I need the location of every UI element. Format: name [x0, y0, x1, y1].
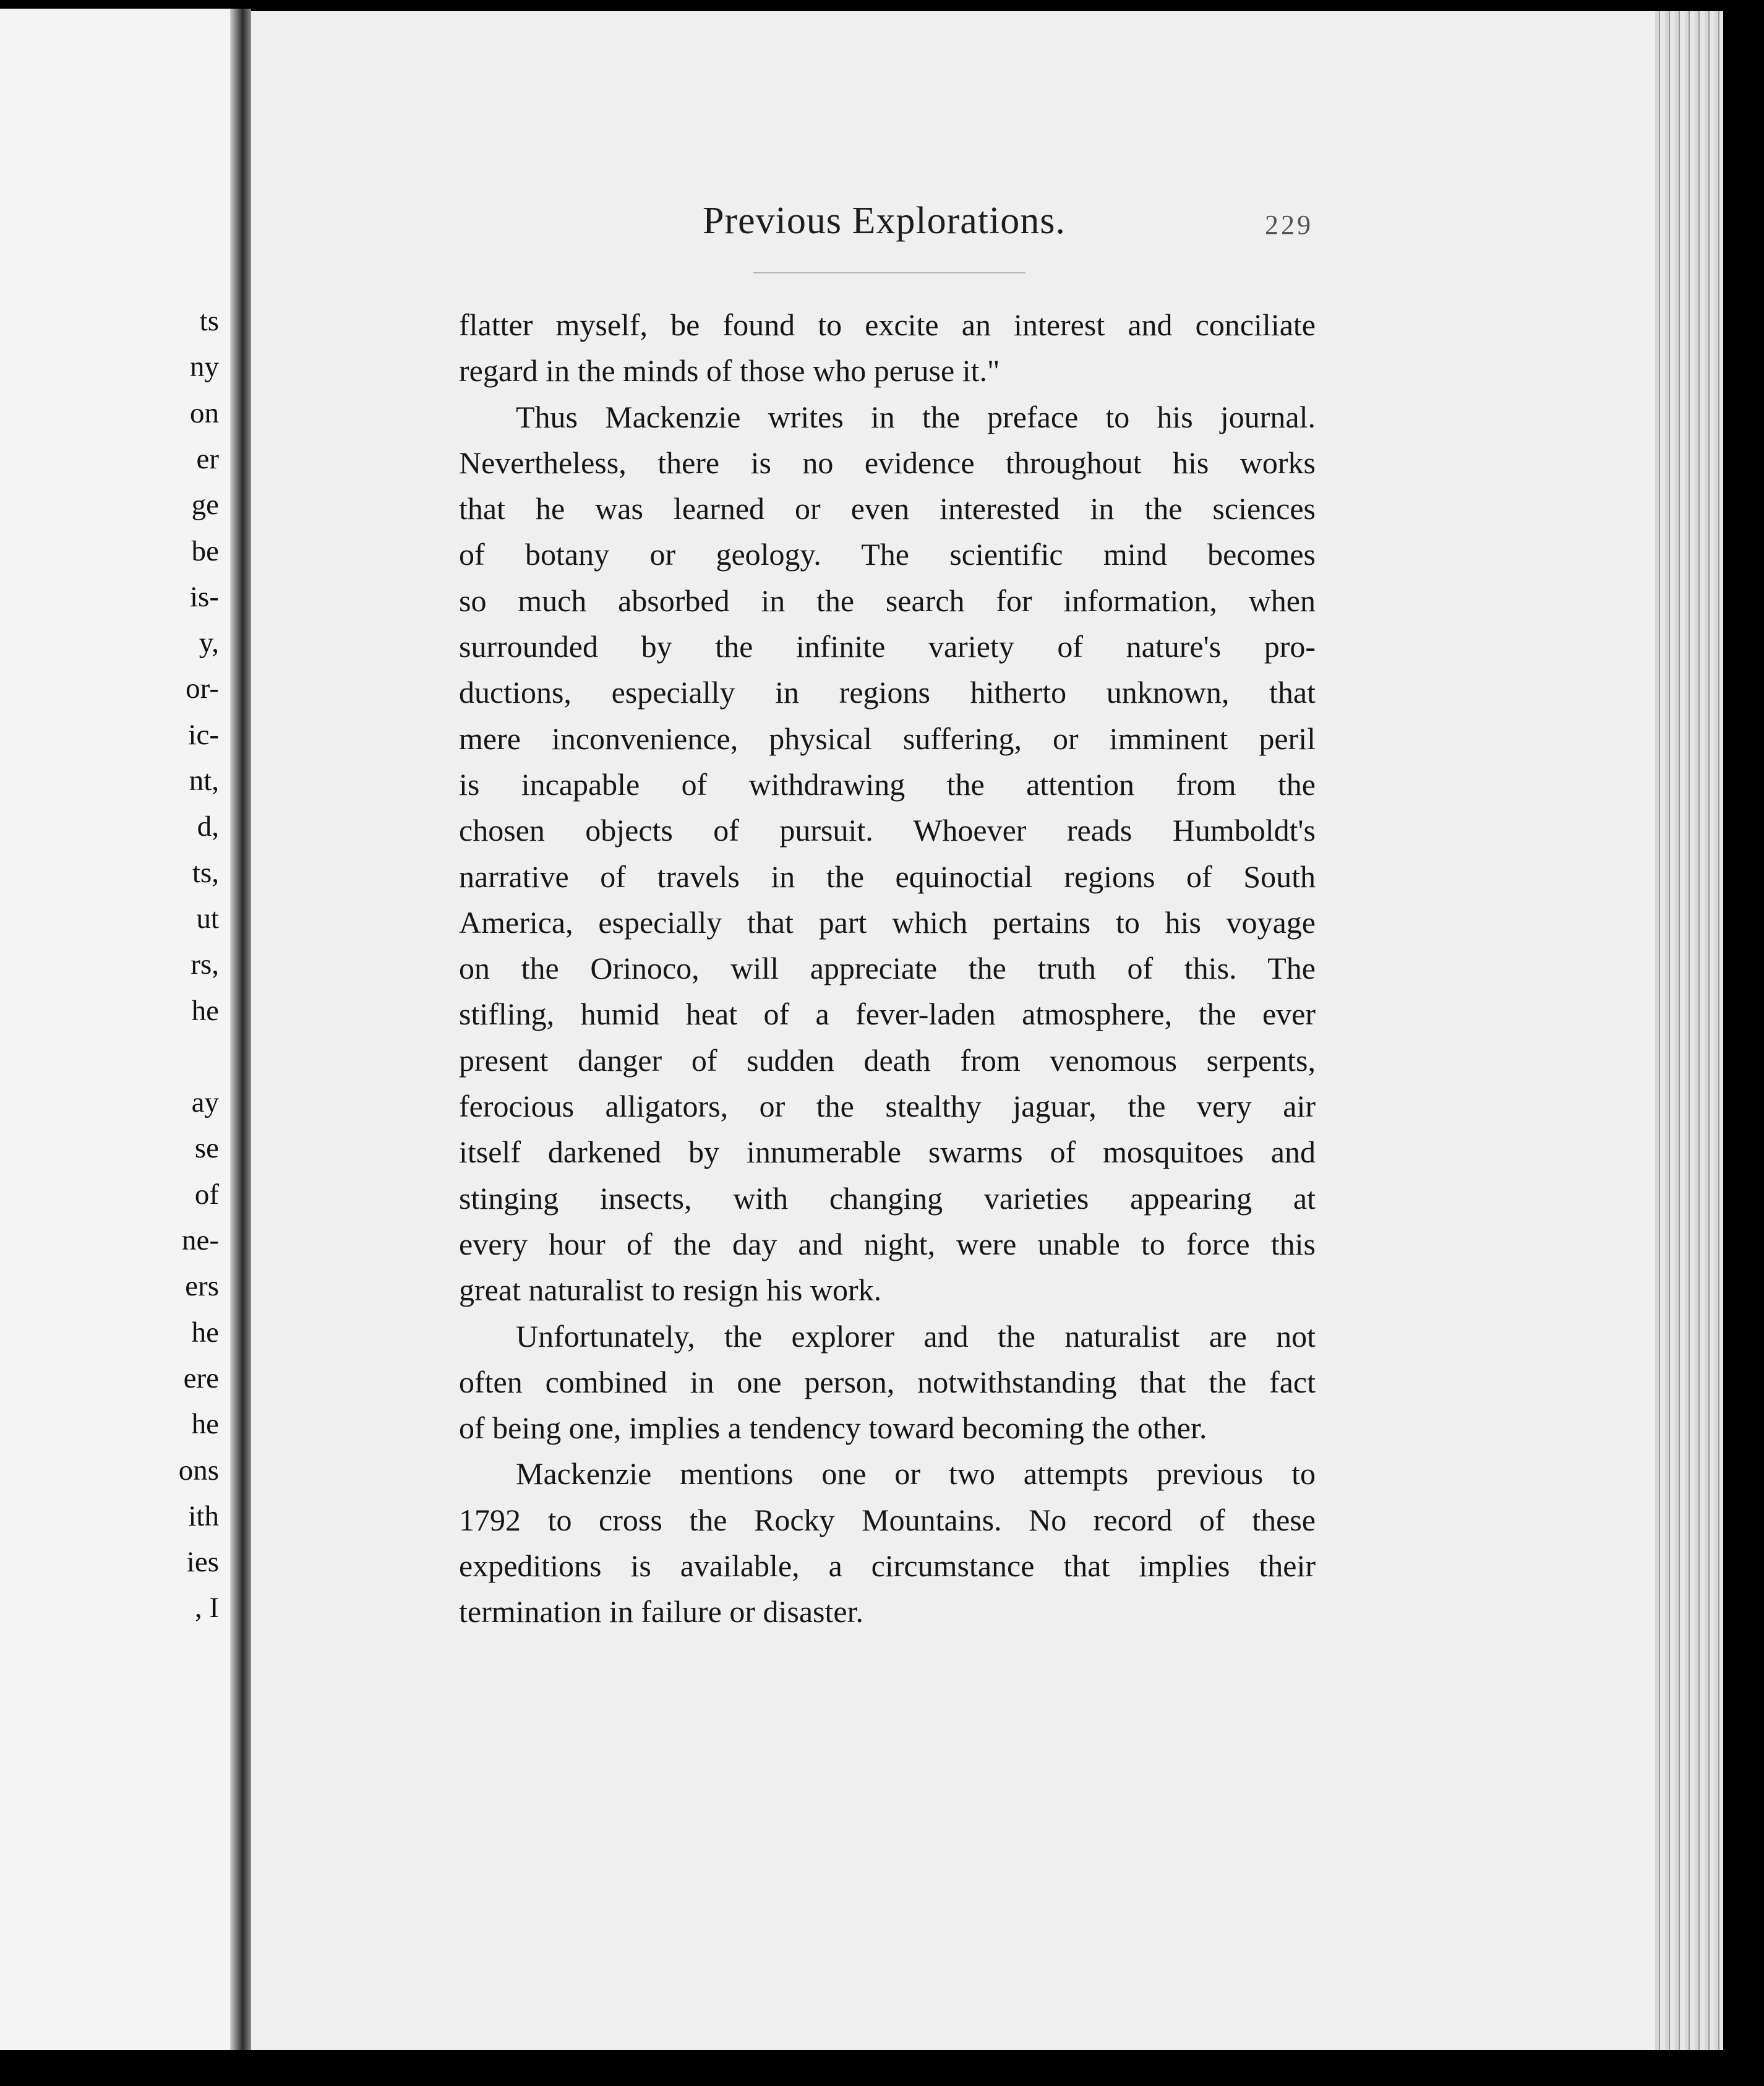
left-page-fragment: of: [194, 1178, 219, 1211]
left-page-fragment: is-: [190, 580, 219, 613]
paragraph: [459, 394, 1316, 1313]
left-page-fragment: er: [196, 442, 219, 475]
text-line: regard in the minds of those who peruse it.": [459, 353, 1000, 388]
left-page-fragment: ons: [178, 1454, 219, 1487]
text-line: Nevertheless, there is no evidence throughout his works: [459, 445, 1316, 480]
text-line: Mackenzie mentions one or two attempts previous to: [516, 1456, 1316, 1492]
left-page-fragment: or-: [186, 672, 219, 705]
left-page-fragment: rs,: [191, 948, 219, 981]
header-rule: [753, 272, 1025, 273]
left-facing-page: [0, 9, 230, 2050]
left-page-fragment: d,: [197, 810, 219, 843]
text-line: ferocious alligators, or the stealthy jaguar, the very air: [459, 1089, 1316, 1124]
text-line: stifling, humid heat of a fever-laden atmosphere, the ever: [459, 997, 1316, 1032]
left-page-fragment: he: [191, 1316, 219, 1349]
body-text: [459, 302, 1316, 1635]
text-line: itself darkened by innumerable swarms of mosquitoes and: [459, 1135, 1316, 1170]
left-page-fragment: nt,: [189, 765, 219, 797]
left-page-fragment: he: [191, 1408, 219, 1441]
left-page-fragment: on: [190, 397, 219, 429]
text-line: Thus Mackenzie writes in the preface to his journal.: [516, 399, 1316, 434]
left-page-fragment: he: [191, 994, 219, 1027]
text-line: America, especially that part which pertains to his voyage: [459, 904, 1316, 940]
text-line: that he was learned or even interested in the sciences: [459, 491, 1316, 526]
text-line: often combined in one person, notwithstanding that the fact: [459, 1364, 1316, 1399]
text-line: every hour of the day and night, were unable to force this: [459, 1226, 1316, 1261]
text-line: of being one, implies a tendency toward becoming the other.: [459, 1410, 1207, 1446]
text-line: great naturalist to resign his work.: [459, 1273, 882, 1308]
text-line: so much absorbed in the search for information, when: [459, 583, 1316, 618]
left-page-fragment: ers: [185, 1270, 219, 1303]
left-page-fragment: ny: [190, 351, 219, 384]
text-line: surrounded by the infinite variety of nature's pro-: [459, 629, 1316, 664]
left-page-fragment: ic-: [188, 718, 219, 751]
text-line: flatter myself, be found to excite an interest and conciliate: [459, 307, 1316, 342]
left-page-fragment: be: [191, 534, 219, 567]
text-line: chosen objects of pursuit. Whoever reads Humboldt's: [459, 813, 1316, 848]
paragraph: [459, 302, 1316, 394]
left-page-fragment: ge: [191, 489, 219, 522]
text-line: expeditions is available, a circumstance that implies their: [459, 1548, 1316, 1584]
text-line: is incapable of withdrawing the attention from the: [459, 766, 1316, 802]
left-page-fragment: ts,: [192, 856, 219, 889]
left-page-fragment: ne-: [181, 1224, 219, 1256]
text-line: on the Orinoco, will appreciate the truth of this. The: [459, 951, 1316, 986]
left-page-fragment: y,: [199, 627, 219, 659]
text-line: stinging insects, with changing varieties appearing at: [459, 1180, 1316, 1216]
paragraph: [459, 1313, 1316, 1451]
page-number: 229: [1265, 210, 1313, 240]
text-line: 1792 to cross the Rocky Mountains. No record of these: [459, 1502, 1316, 1537]
left-page-fragment: ere: [183, 1362, 219, 1394]
text-line: present danger of sudden death from venomous serpents,: [459, 1042, 1316, 1078]
left-page-fragment: ith: [188, 1500, 219, 1532]
left-page-fragment: ies: [186, 1546, 219, 1579]
text-line: narrative of travels in the equinoctial regions of South: [459, 859, 1316, 894]
left-page-fragment: ut: [196, 902, 219, 935]
text-line: mere inconvenience, physical suffering, or imminent peril: [459, 721, 1316, 756]
text-line: ductions, especially in regions hitherto unknown, that: [459, 675, 1316, 710]
left-page-fragment: ts: [199, 305, 219, 337]
page-edges: [1655, 11, 1723, 2050]
running-head: Previous Explorations.: [703, 200, 1066, 242]
paragraph: [459, 1451, 1316, 1634]
book-gutter: [230, 9, 251, 2050]
text-line: of botany or geology. The scientific mind becomes: [459, 537, 1316, 572]
text-line: termination in failure or disaster.: [459, 1594, 863, 1629]
left-page-fragment: ay: [191, 1086, 219, 1119]
left-page-fragment: , I: [194, 1592, 219, 1625]
text-line: Unfortunately, the explorer and the naturalist are not: [516, 1318, 1316, 1354]
left-page-fragment: se: [194, 1132, 219, 1165]
